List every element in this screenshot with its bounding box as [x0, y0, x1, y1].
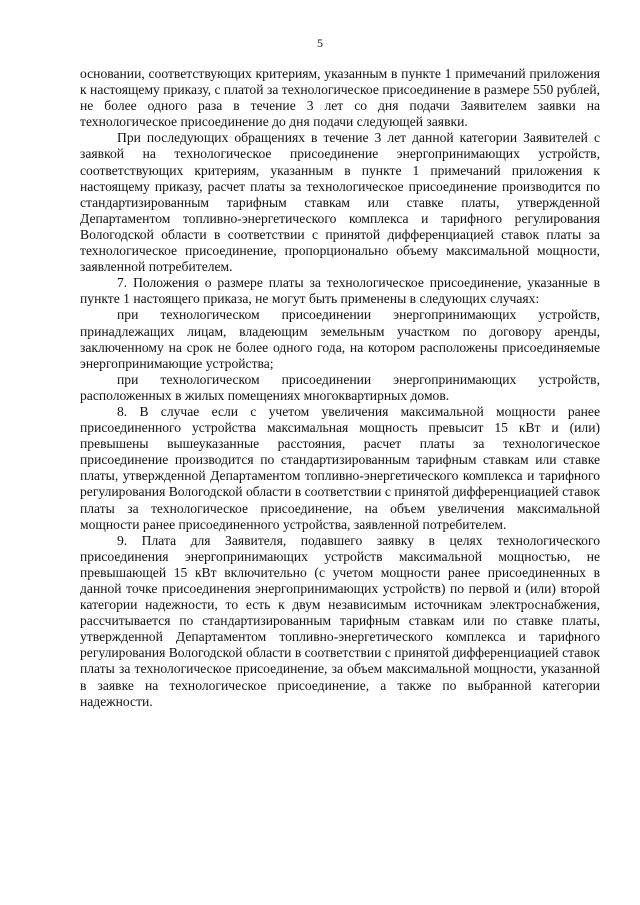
paragraph-item-9: 9. Плата для Заявителя, подавшего заявку в целях технологического присоединения энергопринимающих устройств максимальной мощностью, не превышающей 15 кВт включительно (с учетом мощности ранее присоединенных в данной точке присоединения энергопринимающих устройств) по первой и (или) второй категории надежности, то есть к двум независимым источникам электроснабжения, рассчитывается по стандартизированным тарифным ставкам или по ставке платы, утвержденной Департаментом топливно-энергетического комплекса и тарифного регулирования Вологодской области в соответствии с принятой дифференциацией ставок платы за технологическое присоединение, за объем максимальной мощности, указанной в заявке на технологическое присоединение, а также по выбранной категории надежности.: [80, 532, 600, 709]
paragraph-item-7-case-lease: при технологическом присоединении энергопринимающих устройств, принадлежащих лицам, владеющим земельным участком по договору аренды, заключенному на срок не более одного года, на котором расположены присоединяемые энергопринимающие устройства;: [80, 307, 600, 371]
paragraph-item-8: 8. В случае если с учетом увеличения максимальной мощности ранее присоединенного устройства максимальная мощность превысит 15 кВт и (или) превышены вышеуказанные расстояния, расчет платы за технологическое присоединение производится по стандартизированным тарифным ставкам или ставке платы, утвержденной Департаментом топливно-энергетического комплекса и тарифного регулирования Вологодской области в соответствии с принятой дифференциацией ставок платы за технологическое присоединение, на объем увеличения максимальной мощности ранее присоединенного устройства, заявленной потребителем.: [80, 403, 600, 532]
paragraph-continuation: основании, соответствующих критериям, указанным в пункте 1 примечаний приложения к настоящему приказу, с платой за технологическое присоединение в размере 550 рублей, не более одного раза в течение 3 лет со дня подачи Заявителем заявки на технологическое присоединение до дня подачи следующей заявки.: [80, 66, 600, 130]
paragraph-item-7-case-apartments: при технологическом присоединении энергопринимающих устройств, расположенных в жилых помещениях многоквартирных домов.: [80, 371, 600, 403]
page-number: 5: [317, 36, 323, 50]
paragraph-item-7: 7. Положения о размере платы за технологическое присоединение, указанные в пункте 1 настоящего приказа, не могут быть применены в следующих случаях:: [80, 275, 600, 307]
paragraph-subsequent-requests: При последующих обращениях в течение 3 лет данной категории Заявителей с заявкой на технологическое присоединение энергопринимающих устройств, соответствующих критериям, указанным в пункте 1 примечаний приложения к настоящему приказу, расчет платы за технологическое присоединение производится по стандартизированным тарифным ставкам или ставке платы, утвержденной Департаментом топливно-энергетического комплекса и тарифного регулирования Вологодской области в соответствии с принятой дифференциацией ставок платы за технологическое присоединение, пропорционально объему максимальной мощности, заявленной потребителем.: [80, 130, 600, 275]
document-body: [80, 66, 600, 710]
